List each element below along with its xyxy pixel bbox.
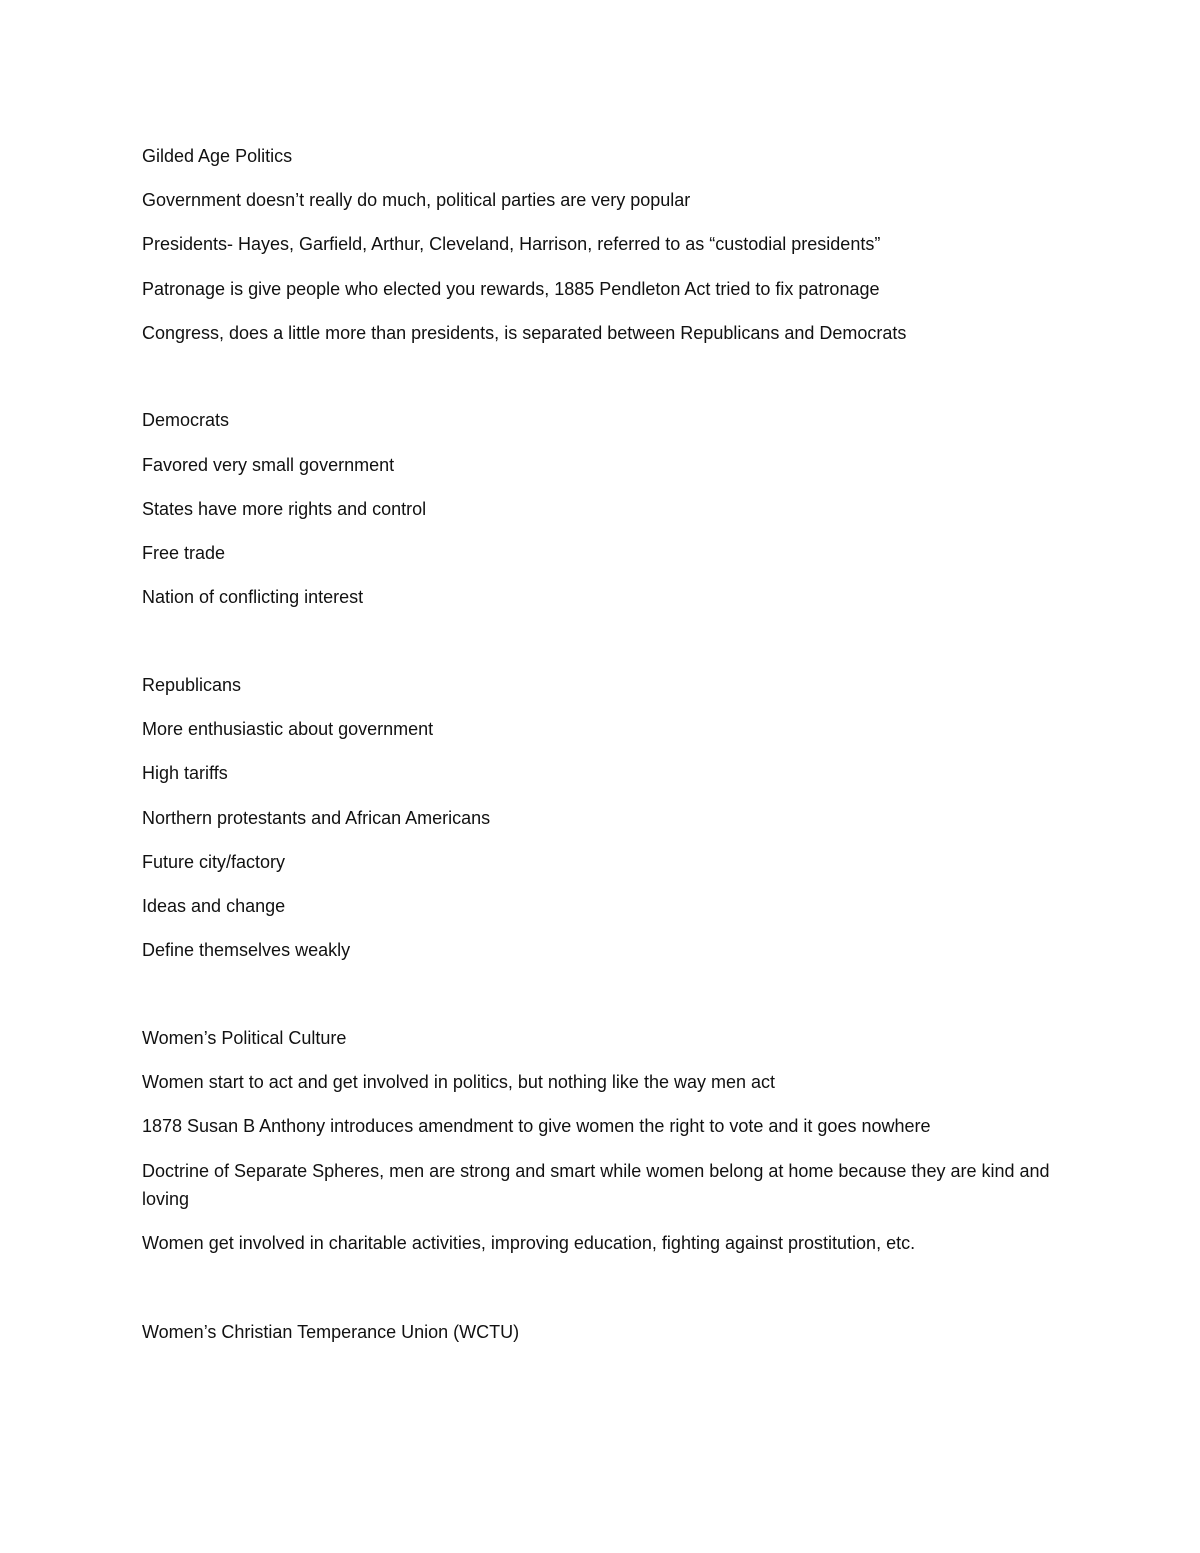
paragraph-line: Define themselves weakly — [142, 940, 351, 960]
paragraph-line: Free trade — [142, 543, 226, 563]
paragraph-line: Women get involved in charitable activities, improving education, fighting against prostitution, etc. — [142, 1233, 916, 1253]
paragraph-line: More enthusiastic about government — [142, 719, 434, 739]
paragraph-line: 1878 Susan B Anthony introduces amendment to give women the right to vote and it goes nowhere — [142, 1116, 931, 1136]
paragraph-line: Ideas and change — [142, 896, 286, 916]
paragraph-line: Patronage is give people who elected you rewards, 1885 Pendleton Act tried to fix patronage — [142, 279, 880, 299]
section-heading-gilded-age-politics: Gilded Age Politics — [142, 146, 293, 166]
section-heading-democrats: Democrats — [142, 410, 230, 430]
paragraph-line: States have more rights and control — [142, 499, 427, 519]
section-heading-republicans: Republicans — [142, 675, 242, 695]
paragraph-line: Northern protestants and African Americans — [142, 808, 491, 828]
paragraph-line: Nation of conflicting interest — [142, 587, 364, 607]
paragraph-line: Women start to act and get involved in politics, but nothing like the way men act — [142, 1072, 776, 1092]
paragraph-line: Doctrine of Separate Spheres, men are strong and smart while women belong at home because they are kind and loving — [142, 1161, 1050, 1209]
paragraph-line: Government doesn’t really do much, political parties are very popular — [142, 190, 691, 210]
paragraph-line: Presidents- Hayes, Garfield, Arthur, Cleveland, Harrison, referred to as “custodial presidents” — [142, 234, 881, 254]
paragraph-line: Congress, does a little more than presidents, is separated between Republicans and Democrats — [142, 323, 907, 343]
paragraph-line: Favored very small government — [142, 455, 395, 475]
paragraph-line: Future city/factory — [142, 852, 286, 872]
section-heading-womens-political-culture: Women’s Political Culture — [142, 1028, 347, 1048]
section-heading-wctu: Women’s Christian Temperance Union (WCTU) — [142, 1322, 520, 1342]
paragraph-line: High tariffs — [142, 763, 228, 783]
